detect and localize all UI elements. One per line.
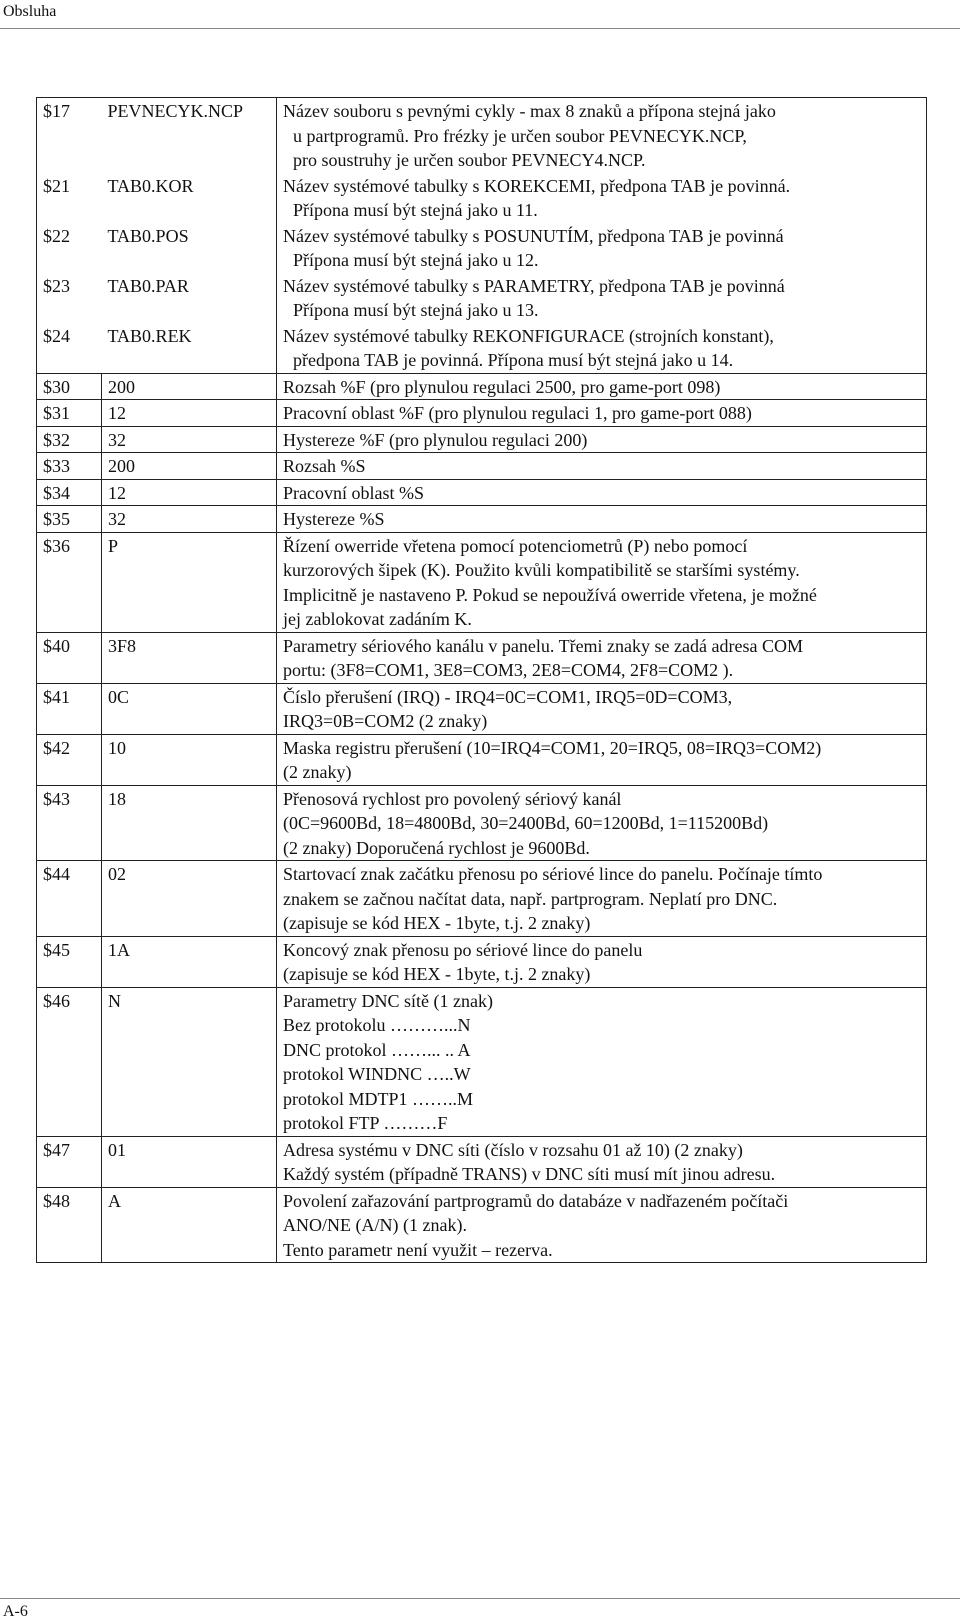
table-row xyxy=(37,987,927,1136)
description-line: Název systémové tabulky s KOREKCEMI, předpona TAB je povinná. xyxy=(283,175,791,196)
description-line: (zapisuje se kód HEX - 1byte, t.j. 2 znaky) xyxy=(283,913,591,933)
page-number: A-6 xyxy=(3,1603,28,1620)
param-id: $45 xyxy=(37,936,102,987)
description-line: Maska registru přerušení (10=IRQ4=COM1, 20=IRQ5, 08=IRQ3=COM2) xyxy=(283,737,822,758)
description-line: Pracovní oblast %F (pro plynulou regulaci 1, pro game-port 088) xyxy=(283,403,752,423)
param-id: $32 xyxy=(37,426,102,453)
param-value: 12 xyxy=(102,400,277,427)
description-line: Tento parametr není využit – rezerva. xyxy=(283,1239,553,1260)
param-value: 02 xyxy=(102,861,277,937)
param-description xyxy=(277,987,927,1136)
table-row xyxy=(37,532,927,632)
param-id: $34 xyxy=(37,479,102,506)
table-row xyxy=(37,506,927,533)
param-description xyxy=(277,1187,927,1263)
param-description xyxy=(277,785,927,861)
description-line: Název systémové tabulky s PARAMETRY, předpona TAB je povinná xyxy=(283,275,785,296)
description-line: Přípona musí být stejná jako u 11. xyxy=(293,200,538,220)
param-description xyxy=(277,453,927,480)
param-id: $46 xyxy=(37,987,102,1136)
param-description xyxy=(277,426,927,453)
param-value: 0C xyxy=(102,683,277,734)
table-row xyxy=(37,373,927,400)
table-row xyxy=(37,479,927,506)
param-value: TAB0.KOR xyxy=(107,175,194,196)
param-value: 3F8 xyxy=(102,632,277,683)
param-value: 32 xyxy=(102,506,277,533)
param-description xyxy=(277,506,927,533)
param-id: $44 xyxy=(37,861,102,937)
param-id: $17 xyxy=(37,98,102,173)
description-line: protokol MDTP1 ……..M xyxy=(283,1088,474,1109)
description-line: Hystereze %F (pro plynulou regulaci 200) xyxy=(283,429,588,450)
table-row xyxy=(37,453,927,480)
parameter-table-body xyxy=(37,98,927,1263)
description-line: Bez protokolu ………...N xyxy=(283,1015,471,1035)
param-description xyxy=(277,861,927,937)
description-line: (zapisuje se kód HEX - 1byte, t.j. 2 znaky) xyxy=(283,964,591,984)
table-row xyxy=(37,400,927,427)
param-value: 18 xyxy=(102,785,277,861)
description-line: Parametry sériového kanálu v panelu. Třemi znaky se zadá adresa COM xyxy=(283,635,803,656)
table-row xyxy=(37,1136,927,1187)
description-line: pro soustruhy je určen soubor PEVNECY4.NCP. xyxy=(293,150,646,170)
table-row xyxy=(37,734,927,785)
description-line: Název systémové tabulky REKONFIGURACE (strojních konstant), xyxy=(283,325,774,346)
param-description xyxy=(277,98,927,173)
description-line: Název systémové tabulky s POSUNUTÍM, předpona TAB je povinná xyxy=(283,225,784,246)
page-header xyxy=(0,0,960,29)
page-footer xyxy=(0,1598,960,1624)
param-id: $23 xyxy=(37,273,102,323)
param-value: 200 xyxy=(102,373,277,400)
description-line: předpona TAB je povinná. Přípona musí být stejná jako u 14. xyxy=(293,350,734,370)
param-id: $21 xyxy=(37,173,102,223)
param-value: PEVNECYK.NCP xyxy=(102,98,277,173)
table-row xyxy=(37,785,927,861)
param-description xyxy=(277,400,927,427)
param-value: TAB0.PAR xyxy=(107,275,189,296)
param-description xyxy=(277,936,927,987)
description-line: Koncový znak přenosu po sériové lince do panelu xyxy=(283,939,643,960)
description-line: Každý systém (případně TRANS) v DNC síti musí mít jinou adresu. xyxy=(283,1164,776,1184)
param-value: TAB0.REK xyxy=(102,323,277,374)
description-line: IRQ3=0B=COM2 (2 znaky) xyxy=(283,711,488,731)
param-id: $42 xyxy=(37,734,102,785)
description-line: protokol WINDNC …..W xyxy=(283,1064,471,1084)
description-line: (2 znaky) Doporučená rychlost je 9600Bd. xyxy=(283,837,590,858)
description-line: Startovací znak začátku přenosu po sériové lince do panelu. Počínaje tímto xyxy=(283,864,823,884)
param-value: 200 xyxy=(102,453,277,480)
table-row xyxy=(37,173,927,223)
param-id: $47 xyxy=(37,1136,102,1187)
description-line: Řízení owerride vřetena pomocí potenciometrů (P) nebo pomocí xyxy=(283,535,748,556)
description-line: Povolení zařazování partprogramů do databáze v nadřazeném počítači xyxy=(283,1190,789,1211)
description-line: Přípona musí být stejná jako u 12. xyxy=(293,250,539,270)
description-line: ANO/NE (A/N) (1 znak). xyxy=(283,1215,467,1235)
table-row xyxy=(37,223,927,273)
param-value: TAB0.POS xyxy=(107,225,189,246)
param-value: N xyxy=(102,987,277,1136)
description-line: DNC protokol ……... .. A xyxy=(283,1039,471,1060)
table-row xyxy=(37,426,927,453)
param-description xyxy=(277,532,927,632)
param-value: 1A xyxy=(102,936,277,987)
param-description xyxy=(277,632,927,683)
param-id: $41 xyxy=(37,683,102,734)
param-description xyxy=(277,479,927,506)
param-value: 10 xyxy=(102,734,277,785)
param-description xyxy=(277,734,927,785)
param-description xyxy=(277,1136,927,1187)
description-line: kurzorových šipek (K). Použito kvůli kompatibilitě se staršími systémy. xyxy=(283,560,800,580)
param-value: P xyxy=(102,532,277,632)
description-line: Rozsah %F (pro plynulou regulaci 2500, pro game-port 098) xyxy=(283,376,721,397)
param-id: $31 xyxy=(37,400,102,427)
param-id: $43 xyxy=(37,785,102,861)
param-value: 32 xyxy=(102,426,277,453)
param-value: A xyxy=(102,1187,277,1263)
param-description xyxy=(277,273,927,323)
param-id: $24 xyxy=(37,323,102,374)
param-id: $22 xyxy=(37,223,102,273)
table-row xyxy=(37,936,927,987)
description-line: znakem se začnou načítat data, např. partprogram. Neplatí pro DNC. xyxy=(283,888,778,909)
description-line: (2 znaky) xyxy=(283,762,352,782)
table-row xyxy=(37,1187,927,1263)
description-line: Parametry DNC sítě (1 znak) xyxy=(283,990,493,1011)
description-line: Přípona musí být stejná jako u 13. xyxy=(293,300,539,320)
param-description xyxy=(277,373,927,400)
description-line: portu: (3F8=COM1, 3E8=COM3, 2E8=COM4, 2F8=COM2 ). xyxy=(283,660,734,680)
param-description xyxy=(277,173,927,223)
param-id: $36 xyxy=(37,532,102,632)
param-description xyxy=(277,683,927,734)
description-line: Implicitně je nastaveno P. Pokud se nepoužívá owerride vřetena, je možné xyxy=(283,584,817,605)
param-id: $48 xyxy=(37,1187,102,1263)
param-description xyxy=(277,323,927,374)
table-row xyxy=(37,323,927,374)
param-value: 12 xyxy=(102,479,277,506)
description-line: u partprogramů. Pro frézky je určen soubor PEVNECYK.NCP, xyxy=(293,125,747,146)
table-row xyxy=(37,273,927,323)
param-id: $30 xyxy=(37,373,102,400)
description-line: Adresa systému v DNC síti (číslo v rozsahu 01 až 10) (2 znaky) xyxy=(283,1139,743,1160)
description-line: Číslo přerušení (IRQ) - IRQ4=0C=COM1, IRQ5=0D=COM3, xyxy=(283,686,733,707)
param-description xyxy=(277,223,927,273)
header-title: Obsluha xyxy=(3,3,57,20)
parameter-table xyxy=(36,97,927,1263)
table-row xyxy=(37,683,927,734)
table-row xyxy=(37,632,927,683)
description-line: Hystereze %S xyxy=(283,509,385,529)
description-line: jej zablokovat zadáním K. xyxy=(283,609,472,629)
param-id: $35 xyxy=(37,506,102,533)
description-line: Název souboru s pevnými cykly - max 8 znaků a přípona stejná jako xyxy=(283,101,776,121)
param-value: 01 xyxy=(102,1136,277,1187)
description-line: protokol FTP ………F xyxy=(283,1113,448,1133)
description-line: Pracovní oblast %S xyxy=(283,482,424,503)
description-line: Rozsah %S xyxy=(283,456,366,476)
table-row xyxy=(37,861,927,937)
param-id: $33 xyxy=(37,453,102,480)
table-row xyxy=(37,98,927,173)
param-id: $40 xyxy=(37,632,102,683)
description-line: (0C=9600Bd, 18=4800Bd, 30=2400Bd, 60=1200Bd, 1=115200Bd) xyxy=(283,813,769,833)
description-line: Přenosová rychlost pro povolený sériový kanál xyxy=(283,788,622,809)
